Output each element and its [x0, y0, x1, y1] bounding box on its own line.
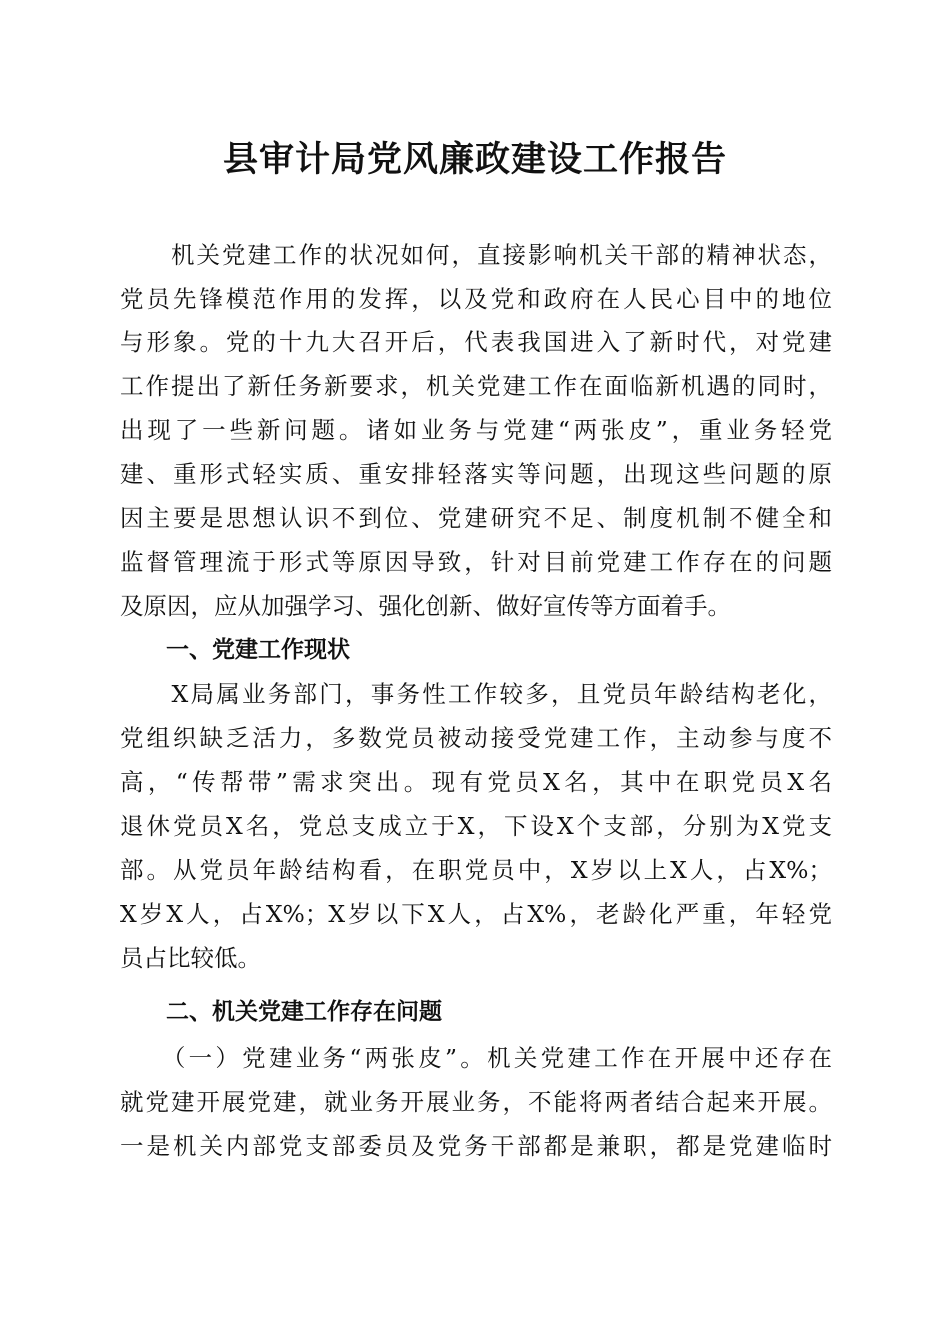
body-line: 一是机关内部党支部委员及党务干部都是兼职，都是党建临时 [120, 1132, 832, 1160]
body-line: 因主要是思想认识不到位、党建研究不足、制度机制不健全和 [120, 504, 832, 532]
body-line: 党员先锋模范作用的发挥，以及党和政府在人民心目中的地位 [120, 285, 832, 313]
body-line: 高，“传帮带”需求突出。现有党员X名，其中在职党员X名 [120, 768, 832, 796]
body-line: 监督管理流于形式等原因导致，针对目前党建工作存在的问题 [120, 548, 832, 576]
body-line: 退休党员X名，党总支成立于X，下设X个支部，分别为X党支 [120, 812, 832, 840]
body-line: （一）党建业务“两张皮”。机关党建工作在开展中还存在 [120, 1044, 832, 1072]
body-line: 工作提出了新任务新要求，机关党建工作在面临新机遇的同时， [120, 372, 832, 400]
body-line: 部。从党员年龄结构看，在职党员中，X岁以上X人，占X%； [120, 856, 832, 884]
body-line: X局属业务部门，事务性工作较多，且党员年龄结构老化， [120, 680, 832, 708]
document-title: 县审计局党风廉政建设工作报告 [222, 139, 727, 180]
body-line: 员占比较低。 [120, 944, 261, 972]
body-line: X岁X人，占X%；X岁以下X人，占X%，老龄化严重，年轻党 [120, 900, 832, 928]
body-line: 党组织缺乏活力，多数党员被动接受党建工作，主动参与度不 [120, 724, 832, 752]
section-heading: 一、党建工作现状 [120, 637, 350, 663]
body-line: 就党建开展党建，就业务开展业务，不能将两者结合起来开展。 [120, 1088, 832, 1116]
body-line: 机关党建工作的状况如何，直接影响机关干部的精神状态， [120, 241, 832, 269]
body-line: 建、重形式轻实质、重安排轻落实等问题，出现这些问题的原 [120, 460, 832, 488]
body-line: 及原因，应从加强学习、强化创新、做好宣传等方面着手。 [120, 592, 731, 620]
body-line: 与形象。党的十九大召开后，代表我国进入了新时代，对党建 [120, 328, 832, 356]
section-heading: 二、机关党建工作存在问题 [120, 999, 442, 1025]
body-line: 出现了一些新问题。诸如业务与党建“两张皮”，重业务轻党 [120, 416, 832, 444]
